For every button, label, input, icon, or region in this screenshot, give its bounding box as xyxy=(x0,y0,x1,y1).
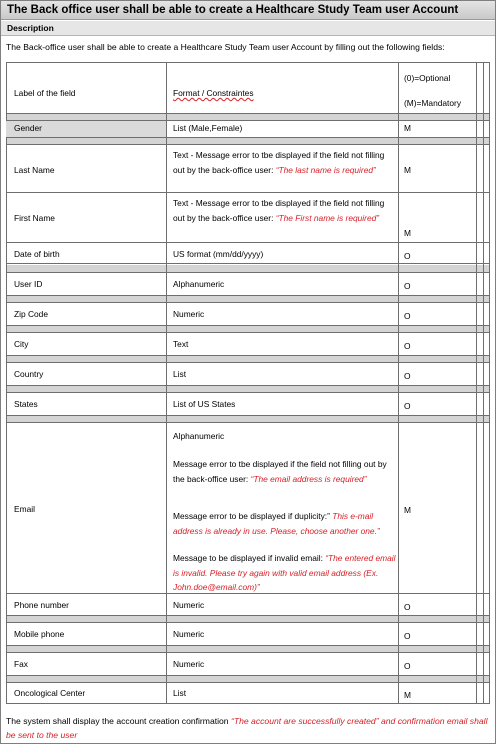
mobile-label: Mobile phone xyxy=(14,629,65,639)
fax-flag: O xyxy=(404,661,411,671)
zip-format: Numeric xyxy=(173,309,205,319)
header-label: Label of the field xyxy=(14,88,76,98)
mobile-flag: O xyxy=(404,631,411,641)
phone-flag: O xyxy=(404,602,411,612)
center-format: List xyxy=(173,688,187,698)
country-label: Country xyxy=(14,369,44,379)
email-flag: M xyxy=(404,505,411,515)
first-name-format xyxy=(173,196,398,225)
zip-flag: O xyxy=(404,311,411,321)
last-name-format-text: Text - Message error to tbe displayed if the field not filling out by the back-office user: xyxy=(173,150,385,175)
row-gap xyxy=(6,355,490,362)
states-label: States xyxy=(14,399,38,409)
requirement-title: The Back office user shall be able to create a Healthcare Study Team user Account xyxy=(1,1,495,20)
header-mandatory: (M)=Mandatory xyxy=(404,98,462,108)
city-flag: O xyxy=(404,341,411,351)
states-flag: O xyxy=(404,401,411,411)
gender-flag: M xyxy=(404,123,411,133)
city-format: Text xyxy=(173,339,189,349)
country-format: List xyxy=(173,369,187,379)
row-gap xyxy=(6,295,490,302)
fields-table xyxy=(6,62,490,704)
phone-label: Phone number xyxy=(14,600,69,610)
user-id-flag: O xyxy=(404,281,411,291)
country-flag: O xyxy=(404,371,411,381)
description-label: Description xyxy=(1,21,495,36)
email-duplicity-msg xyxy=(173,509,398,538)
gender-label: Gender xyxy=(14,123,42,133)
row-gap xyxy=(6,645,490,652)
last-name-label: Last Name xyxy=(14,165,55,175)
header-format-text: Format / Constraintes xyxy=(173,88,254,98)
row-gap xyxy=(6,325,490,332)
email-invalid-error: “The entered email is invalid. Please try again with valid email address (Ex. John.doe@email.com)” xyxy=(173,553,396,592)
email-invalid-text: Message to be displayed if invalid email: xyxy=(173,553,326,563)
mobile-format: Numeric xyxy=(173,629,205,639)
last-name-error: “The last name is required” xyxy=(275,164,376,175)
first-name-format-text: Text - Message error to tbe displayed if the field not filling out by the back-office user: xyxy=(173,198,385,223)
row-gap xyxy=(6,675,490,682)
header-format xyxy=(173,86,398,101)
row-gap xyxy=(6,113,490,120)
row-gap xyxy=(6,415,490,422)
last-name-flag: M xyxy=(404,165,411,175)
header-optional: (0)=Optional xyxy=(404,73,451,83)
dob-flag: O xyxy=(404,251,411,261)
confirmation-message: “The account are successfully created” and confirmation email shall be sent to the user xyxy=(6,716,488,740)
last-name-format xyxy=(173,148,398,177)
first-name-flag: M xyxy=(404,228,411,238)
row-gap xyxy=(6,265,490,272)
dob-label: Date of birth xyxy=(14,249,60,259)
zip-label: Zip Code xyxy=(14,309,48,319)
confirmation-intro: The system shall display the account creation confirmation xyxy=(6,716,231,726)
center-label: Oncological Center xyxy=(14,688,86,698)
dob-format: US format (mm/dd/yyyy) xyxy=(173,249,264,259)
user-id-format: Alphanumeric xyxy=(173,279,225,289)
email-required-text: Message error to tbe displayed if the field not filling out by the back-office user: xyxy=(173,459,387,484)
city-label: City xyxy=(14,339,29,349)
confirmation-text xyxy=(6,714,490,742)
center-flag: M xyxy=(404,690,411,700)
states-format: List of US States xyxy=(173,399,236,409)
first-name-error: “The First name is required” xyxy=(275,212,380,223)
row-gap xyxy=(6,137,490,144)
email-required-msg xyxy=(173,457,398,486)
email-duplicity-error: This e-mail address is already in use. Please, choose another one.” xyxy=(173,511,380,536)
intro-text: The Back-office user shall be able to create a Healthcare Study Team user Account by filling out the following fields: xyxy=(6,42,445,52)
first-name-label: First Name xyxy=(14,213,55,223)
email-label: Email xyxy=(14,504,35,514)
user-id-label: User ID xyxy=(14,279,43,289)
row-gap xyxy=(6,385,490,392)
gender-format: List (Male,Female) xyxy=(173,123,243,133)
email-duplicity-text: Message error to be displayed if duplicity:” xyxy=(173,511,333,521)
fax-label: Fax xyxy=(14,659,28,669)
phone-format: Numeric xyxy=(173,600,205,610)
email-type: Alphanumeric xyxy=(173,431,225,441)
row-gap xyxy=(6,615,490,622)
email-required-error: “The email address is required” xyxy=(250,473,367,484)
fax-format: Numeric xyxy=(173,659,205,669)
email-invalid-msg xyxy=(173,551,398,595)
